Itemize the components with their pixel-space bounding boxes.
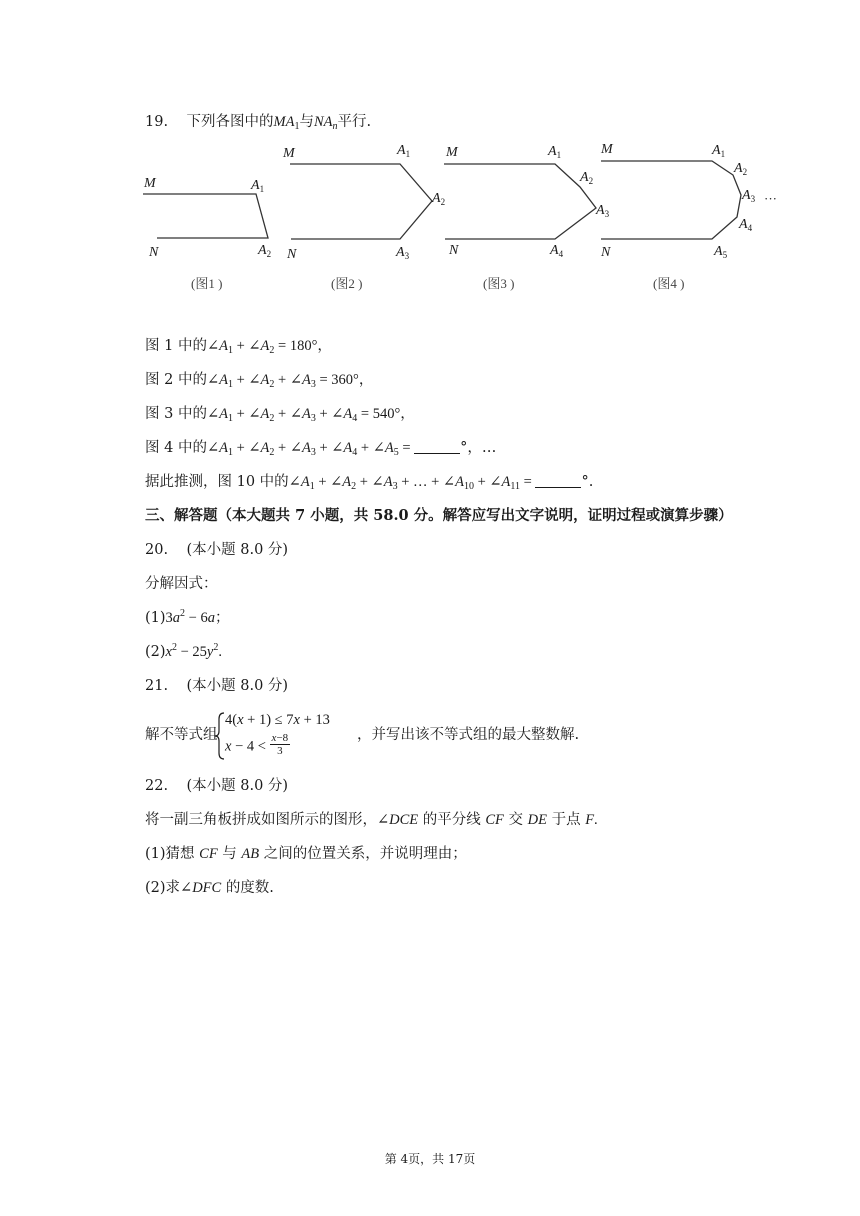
fig2-path	[290, 164, 432, 239]
fig3-label-m: M	[446, 145, 458, 160]
fig4-label-m: M	[601, 142, 613, 157]
fig4-ellipsis: ···	[764, 191, 777, 206]
fig4-label-a1: $A_1$	[712, 143, 726, 159]
fig1-caption: (图1 )	[191, 276, 223, 291]
fig3-label-n: N	[449, 243, 459, 258]
q20-part2: $(2)x^2 - 25y^2$.	[145, 642, 222, 660]
fig2-label-a3: $A_3$	[396, 245, 410, 261]
fig2-caption: (图2 )	[331, 276, 363, 291]
q21-header: 21. (本小题 8.0 分)	[145, 678, 289, 694]
q19-line3: 图 3 中的$\angle A_1$ + $\angle A_2$ + $\angle A_3$ + $\angle A_4 = 540^\circ$，	[145, 406, 415, 424]
fig4-caption: (图4 )	[653, 276, 685, 291]
answer-blank-1[interactable]	[414, 439, 460, 454]
fig4-label-n: N	[601, 245, 611, 260]
fig2-label-m: M	[283, 146, 295, 161]
fig3-label-a2: $A_2$	[580, 170, 594, 186]
q19-line2: 图 2 中的$\angle A_1$ + $\angle A_2$ + $\angle A_3 = 360^\circ$，	[145, 372, 374, 390]
q19-line5: 据此推测，图 10 中的$\angle A_1$ + $\angle A_2$ + $\angle A_3$ + … + $\angle A_{10}$ + $\angle A_{11}$ = °.	[145, 474, 594, 492]
q22-header: 22. (本小题 8.0 分)	[145, 778, 289, 794]
fig1-label-a2: $A_2$	[258, 243, 272, 259]
inequality-1: 4(x + 1) ≤ 7x + 13	[225, 712, 330, 728]
fig4-label-a5: $A_5$	[714, 244, 728, 260]
fig1-label-a1: $A_1$	[251, 178, 265, 194]
fig3-path	[444, 164, 596, 239]
q19-line1: 图 1 中的$\angle A_1$ + $\angle A_2 = 180^\circ$，	[145, 338, 332, 356]
fig3-label-a3: $A_3$	[596, 203, 610, 219]
fig3-caption: (图3 )	[483, 276, 515, 291]
answer-blank-2[interactable]	[535, 473, 581, 488]
brace-icon	[215, 712, 225, 760]
fig1-label-n: N	[149, 245, 159, 260]
fig2-label-a2: $A_2$	[432, 191, 446, 207]
page-footer: 第 4页，共 17页	[384, 1152, 476, 1166]
q22-part1: (1)猜想 CF 与 AB 之间的位置关系，并说明理由；	[145, 846, 467, 862]
fig3-label-a4: $A_4$	[550, 243, 564, 259]
fig2-label-n: N	[287, 247, 297, 262]
fig1-label-m: M	[144, 176, 156, 191]
fig3-label-a1: $A_1$	[548, 144, 562, 160]
q22-part2: (2)求∠DFC 的度数.	[145, 880, 274, 896]
q20-part1: $(1)3a^2 - 6a$；	[145, 608, 230, 626]
fig4-path	[601, 161, 741, 239]
fig4-label-a2: $A_2$	[734, 161, 748, 177]
inequality-2: x − 4 < $\frac{x-8}{3}$	[225, 732, 289, 757]
q19-intro: 19. 下列各图中的$MA_1$与$NA_n$平行.	[145, 114, 372, 132]
q20-prompt: 分解因式：	[145, 576, 218, 592]
fig4-label-a3: $A_3$	[742, 188, 756, 204]
q19-figures	[0, 135, 860, 295]
section3-title: 三、解答题（本大题共 7 小题，共 58.0 分。解答应写出文字说明，证明过程或演算步骤）	[145, 507, 733, 524]
fig1-path	[143, 194, 268, 238]
q19-line4: 图 4 中的$\angle A_1$ + $\angle A_2$ + $\angle A_3$ + $\angle A_4$ + $\angle A_5$ = °，…	[145, 440, 497, 458]
q20-header: 20. (本小题 8.0 分)	[145, 542, 289, 558]
fig4-label-a4: $A_4$	[739, 217, 753, 233]
fig2-label-a1: $A_1$	[397, 143, 411, 159]
q22-line1: 将一副三角板拼成如图所示的图形，∠DCE 的平分线 CF 交 DE 于点 F.	[145, 812, 598, 828]
q19-number: 19.	[145, 114, 169, 130]
